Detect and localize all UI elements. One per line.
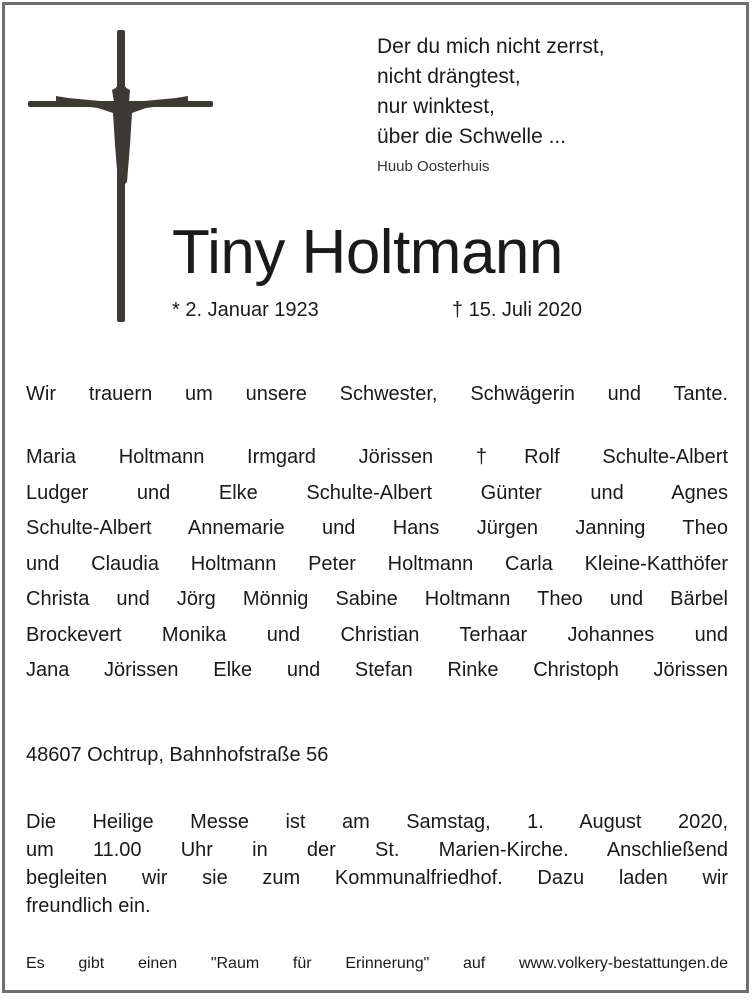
mourners-line: Schulte-Albert Annemarie und Hans Jürgen Janning Theo bbox=[26, 517, 728, 539]
deceased-name: Tiny Holtmann bbox=[172, 218, 563, 287]
mourners-line: Brockevert Monika und Christian Terhaar Johannes und bbox=[26, 623, 728, 646]
address: 48607 Ochtrup, Bahnhofstraße 56 bbox=[26, 744, 329, 766]
poem-line: nicht drängtest, bbox=[377, 65, 521, 88]
footer-note: Es gibt einen "Raum für Erinnerung" auf www.volkery-bestattungen.de bbox=[26, 955, 728, 972]
intro-text: Wir trauern um unsere Schwester, Schwägerin und Tante. bbox=[26, 383, 728, 405]
mass-info bbox=[26, 808, 728, 920]
life-dates bbox=[172, 299, 582, 322]
mourners-list bbox=[26, 440, 728, 689]
mass-line: um 11.00 Uhr in der St. Marien-Kirche. Anschließend bbox=[26, 839, 728, 861]
mourners-line: Maria Holtmann Irmgard Jörissen †Rolf Schulte-Albert bbox=[26, 446, 728, 468]
mass-line: Die Heilige Messe ist am Samstag, 1. August 2020, bbox=[26, 811, 728, 833]
mourners-line: Christa und Jörg Mönnig Sabine Holtmann Theo und Bärbel bbox=[26, 588, 728, 610]
poem bbox=[377, 32, 605, 152]
poem-author: Huub Oosterhuis bbox=[377, 158, 490, 175]
mourners-line: Ludger und Elke Schulte-Albert Günter und Agnes bbox=[26, 481, 728, 504]
poem-line: über die Schwelle ... bbox=[377, 125, 567, 148]
mourners-line: und Claudia Holtmann Peter Holtmann Carla Kleine-Katthöfer bbox=[26, 552, 728, 575]
mass-line: freundlich ein. bbox=[26, 895, 151, 917]
poem-line: Der du mich nicht zerrst, bbox=[377, 35, 605, 58]
mass-line: begleiten wir sie zum Kommunalfriedhof. Dazu laden wir bbox=[26, 867, 728, 889]
birth-date: * 2. Januar 1923 bbox=[172, 299, 319, 321]
poem-line: nur winktest, bbox=[377, 95, 495, 118]
mourners-line: Jana Jörissen Elke und Stefan Rinke Christoph Jörissen bbox=[26, 659, 728, 681]
death-date: † 15. Juli 2020 bbox=[451, 299, 582, 321]
